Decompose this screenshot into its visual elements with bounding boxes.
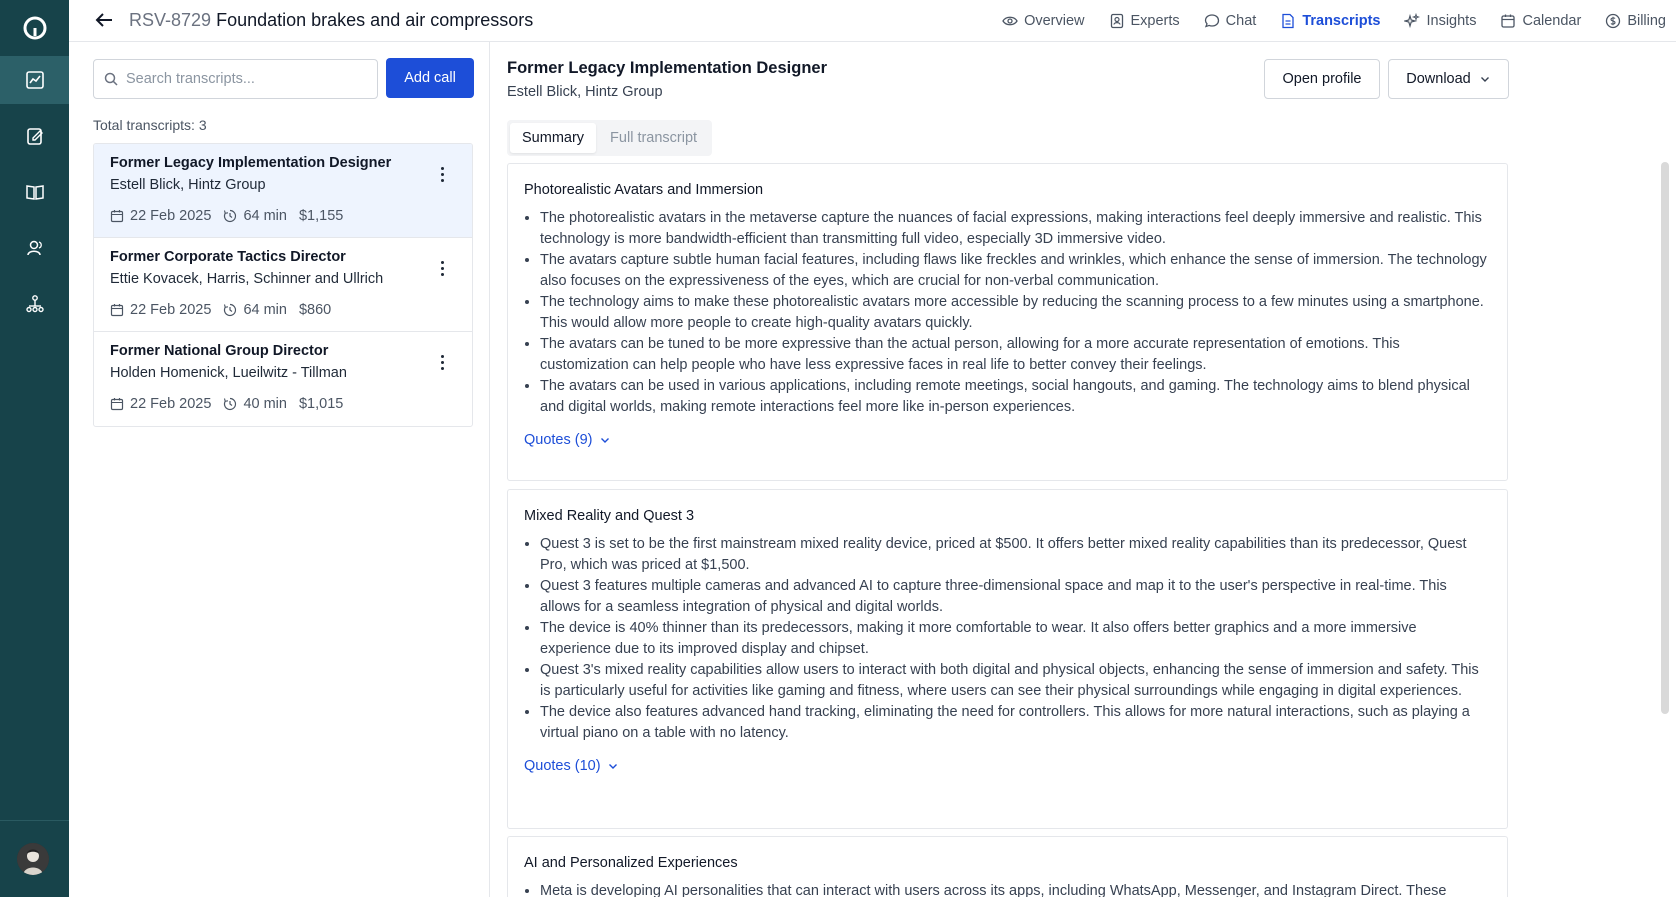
nav-insights-label: Insights — [1426, 13, 1477, 29]
top-bar — [69, 0, 1676, 42]
app-logo[interactable] — [0, 0, 69, 56]
section-bullets — [524, 881, 1491, 897]
transcript-title: Former Corporate Tactics Director — [110, 249, 346, 265]
tab-full-transcript[interactable]: Full transcript — [610, 130, 698, 146]
edit-icon — [25, 126, 45, 146]
bullet: • The device is 40% thinner than its predecessors, making it more comfortable to wear. It also offers better graphics and a more immersive experience due to its improved display and chipset. — [540, 618, 1491, 660]
transcript-price: $1,155 — [298, 208, 344, 224]
page-title — [129, 9, 533, 31]
eye-icon — [1002, 13, 1018, 29]
bullet: • The technology aims to make these photorealistic avatars more accessible by reducing the scanning process to a few minutes using a smartphone. This would allow more people to create high-quality avatars quickly. — [540, 292, 1491, 334]
calendar-icon — [110, 397, 124, 411]
bullet: • The avatars can be used in various applications, including remote meetings, social hangouts, and gaming. The technology aims to blend physical and digital worlds, making remote interactions feel more like in-person experiences. — [540, 376, 1491, 418]
sidebar-item-experts[interactable] — [0, 224, 69, 272]
transcript-meta — [110, 208, 456, 224]
bullet: • The avatars can be tuned to be more expressive than the actual person, allowing for a more accurate representation of emotions. This customization can help people who have less expressive faces in real life to better convey their feelings. — [540, 334, 1491, 376]
search-icon — [104, 72, 118, 86]
bullet: • The avatars capture subtle human facial features, including flaws like freckles and wrinkles, which enhance the sense of immersion. The technology also focuses on the expressiveness of the eyes, which are crucial for non-verbal communication. — [540, 250, 1491, 292]
user-avatar[interactable] — [17, 843, 49, 875]
section-heading: Photorealistic Avatars and Immersion — [524, 182, 764, 198]
top-nav — [1002, 0, 1666, 42]
project-code: RSV-8729 — [129, 10, 212, 30]
nav-experts[interactable] — [1109, 0, 1180, 42]
transcript-item[interactable] — [94, 144, 472, 238]
transcripts-panel — [69, 42, 490, 897]
scrollbar-thumb[interactable] — [1661, 162, 1669, 714]
transcript-duration — [223, 302, 287, 318]
transcript-item[interactable] — [94, 238, 472, 332]
total-transcripts: Total transcripts: 3 — [93, 117, 207, 133]
transcript-expert: Holden Homenick, Lueilwitz - Tillman — [110, 365, 347, 381]
detail-expert: Estell Blick, Hintz Group — [507, 84, 663, 100]
calendar-icon — [110, 209, 124, 223]
add-call-button[interactable]: Add call — [386, 58, 474, 98]
transcript-duration — [223, 208, 287, 224]
avatar-image — [17, 843, 49, 875]
detail-tabs — [507, 120, 712, 156]
nav-overview-label: Overview — [1024, 13, 1085, 29]
transcript-date — [110, 302, 211, 318]
transcript-expert: Estell Blick, Hintz Group — [110, 177, 266, 193]
download-button[interactable] — [1388, 59, 1509, 99]
arrow-left-icon — [93, 9, 115, 31]
quotes-toggle[interactable] — [524, 758, 619, 774]
section-bullets — [524, 534, 1491, 744]
quotes-toggle[interactable] — [524, 432, 611, 448]
chevron-down-icon — [599, 434, 611, 446]
bullet: • Meta is developing AI personalities that can interact with users across its apps, including WhatsApp, Messenger, and Instagram Direct. These — [540, 881, 1491, 897]
nav-transcripts-label: Transcripts — [1302, 13, 1381, 29]
clock-icon — [223, 397, 237, 411]
project-title: Foundation brakes and air compressors — [216, 10, 534, 30]
transcript-item[interactable] — [94, 332, 472, 426]
bullet: • Quest 3 is set to be the first mainstream mixed reality device, priced at $500. It offers better mixed reality capabilities than its predecessor, Quest Pro, which was priced at $1,500. — [540, 534, 1491, 576]
section-heading: Mixed Reality and Quest 3 — [524, 508, 695, 524]
sidebar-item-projects[interactable] — [0, 56, 69, 104]
nav-calendar-label: Calendar — [1522, 13, 1582, 29]
bullet: • The photorealistic avatars in the metaverse capture the nuances of facial expressions, making interactions feel deeply immersive and realistic. This technology is more bandwidth-efficient than transmitting full video, especially 3D immersive video. — [540, 208, 1491, 250]
clock-icon — [223, 209, 237, 223]
transcript-duration — [223, 396, 287, 412]
calendar-icon — [1500, 13, 1516, 29]
nav-insights[interactable] — [1404, 0, 1476, 42]
bullet: • Quest 3 features multiple cameras and advanced AI to capture three-dimensional space and map it to the user's perspective in real-time. This allows for a seamless integration of physical and digital worlds. — [540, 576, 1491, 618]
nav-experts-label: Experts — [1130, 13, 1180, 29]
summary-section — [507, 489, 1508, 829]
nav-billing-label: Billing — [1627, 13, 1666, 29]
sidebar-item-organization[interactable] — [0, 280, 69, 328]
bullet: • Quest 3's mixed reality capabilities allow users to interact with both digital and physical objects, enhancing the sense of immersion and safety. This is particularly useful for activities like gaming and fitness, where users can see their physical surroundings while engaging in digital experiences. — [540, 660, 1491, 702]
transcript-duration-text: 64 min — [243, 208, 287, 224]
nav-transcripts[interactable] — [1280, 0, 1380, 42]
chart-icon — [25, 70, 45, 90]
open-profile-button[interactable]: Open profile — [1264, 59, 1380, 99]
tab-summary[interactable]: Summary — [510, 123, 596, 153]
section-bullets — [524, 208, 1491, 418]
quotes-label: Quotes (10) — [524, 758, 601, 774]
more-options-icon[interactable] — [434, 258, 450, 278]
nav-chat[interactable] — [1204, 0, 1257, 42]
transcript-date-text: 22 Feb 2025 — [130, 302, 212, 318]
search-box[interactable] — [93, 59, 378, 99]
logo-icon — [22, 15, 48, 41]
transcript-price: $1,015 — [298, 396, 344, 412]
chevron-down-icon — [1479, 73, 1491, 85]
transcript-title: Former National Group Director — [110, 343, 329, 359]
sidebar-item-library[interactable] — [0, 168, 69, 216]
calendar-icon — [110, 303, 124, 317]
transcript-duration-text: 64 min — [243, 302, 287, 318]
sparkles-icon — [1404, 13, 1420, 29]
transcript-detail — [491, 42, 1676, 897]
document-icon — [1280, 13, 1296, 29]
transcript-meta — [110, 396, 456, 412]
transcript-title: Former Legacy Implementation Designer — [110, 155, 392, 171]
transcript-meta — [110, 302, 456, 318]
quotes-label: Quotes (9) — [524, 432, 593, 448]
back-button[interactable] — [93, 9, 115, 31]
contacts-icon — [1109, 13, 1125, 29]
section-heading: AI and Personalized Experiences — [524, 855, 738, 871]
rail-divider — [0, 820, 69, 821]
users-icon — [25, 238, 45, 258]
nav-chat-label: Chat — [1225, 13, 1257, 29]
chevron-down-icon — [607, 760, 619, 772]
more-options-icon[interactable] — [434, 164, 450, 184]
summary-section — [507, 836, 1508, 897]
search-input[interactable] — [126, 71, 366, 87]
transcript-expert: Ettie Kovacek, Harris, Schinner and Ullrich — [110, 271, 384, 287]
detail-title: Former Legacy Implementation Designer — [507, 59, 828, 77]
transcript-duration-text: 40 min — [243, 396, 287, 412]
bullet: • The device also features advanced hand tracking, eliminating the need for controllers. This allows for more natural interactions, such as playing a virtual piano on a table with no latency. — [540, 702, 1491, 744]
chat-icon — [1204, 13, 1220, 29]
transcript-date-text: 22 Feb 2025 — [130, 208, 212, 224]
transcript-price: $860 — [298, 302, 332, 318]
transcript-date-text: 22 Feb 2025 — [130, 396, 212, 412]
book-icon — [25, 182, 45, 202]
nav-calendar[interactable] — [1500, 0, 1581, 42]
download-label: Download — [1406, 71, 1471, 87]
transcript-date — [110, 396, 211, 412]
more-options-icon[interactable] — [434, 352, 450, 372]
org-icon — [25, 294, 45, 314]
dollar-icon — [1605, 13, 1621, 29]
clock-icon — [223, 303, 237, 317]
transcript-list — [93, 143, 473, 427]
app-rail — [0, 0, 69, 897]
nav-billing[interactable] — [1605, 0, 1666, 42]
summary-section — [507, 163, 1508, 481]
transcript-date — [110, 208, 211, 224]
nav-overview[interactable] — [1002, 0, 1084, 42]
sidebar-item-notes[interactable] — [0, 112, 69, 160]
